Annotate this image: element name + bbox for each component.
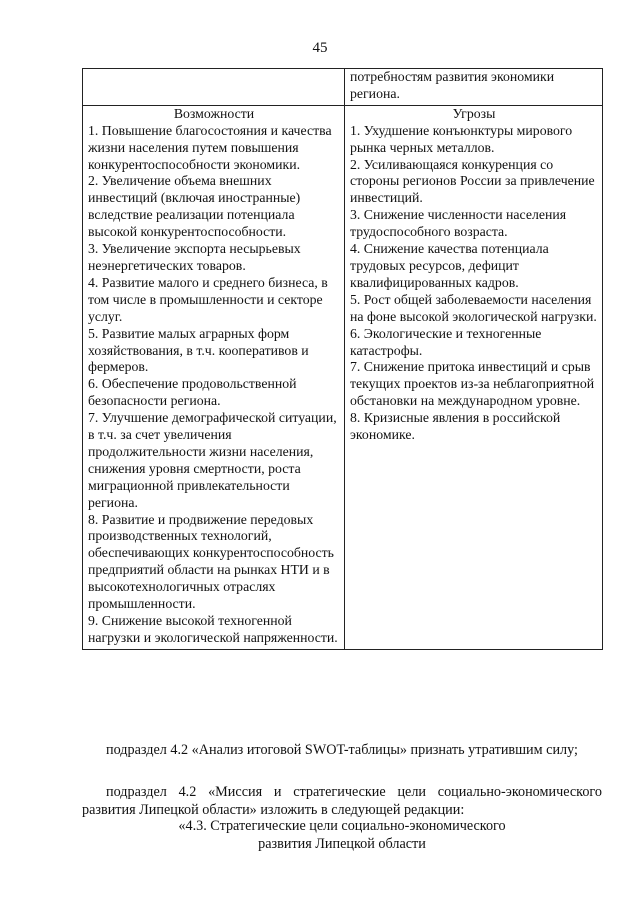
section-heading-line-1: «4.3. Стратегические цели социально-экономического: [178, 818, 506, 834]
table-row-continuation: [83, 69, 603, 106]
list-item: 2. Усиливающаяся конкуренция со стороны регионов России за привлечение инвестиций.: [350, 156, 595, 206]
list-item: 5. Развитие малых аграрных форм хозяйствования, в т.ч. кооперативов и фермеров.: [88, 325, 309, 375]
list-item: 6. Экологические и техногенные катастрофы.: [350, 325, 542, 358]
list-item: 7. Улучшение демографической ситуации, в т.ч. за счет увеличения продолжительности жизни населения, снижения уровня смертности, роста миграционной привлекательности региона.: [88, 410, 337, 510]
opportunities-header: Возможности: [173, 105, 255, 121]
empty-cell: [83, 69, 345, 106]
list-item: 8. Кризисные явления в российской экономике.: [350, 410, 561, 443]
list-item: 5. Рост общей заболеваемости населения на фоне высокой экологической нагрузки.: [350, 291, 597, 324]
paragraph-mission-amendment: подраздел 4.2 «Миссия и стратегические цели социально-экономического развития Липецкой области» изложить в следующей редакции:: [82, 784, 602, 818]
continuation-cell: потребностям развития экономики региона.: [345, 69, 603, 106]
list-item: 3. Снижение численности населения трудоспособного возраста.: [350, 207, 567, 240]
list-item: 2. Увеличение объема внешних инвестиций (включая иностранные) вследствие реализации потенциала высокой конкурентоспособности.: [88, 173, 301, 240]
list-item: 1. Ухудшение конъюнктуры мирового рынка черных металлов.: [350, 122, 573, 155]
list-item: 1. Повышение благосостояния и качества жизни населения путем повышения конкурентоспособности экономики.: [88, 122, 332, 172]
list-item: 8. Развитие и продвижение передовых производственных технологий, обеспечивающих конкурентоспособность предприятий области на рынках НТИ и в высокотехнологичных отраслях промышленности.: [88, 511, 334, 612]
opportunities-cell: [83, 105, 345, 649]
section-heading-line-2: развития Липецкой области: [258, 835, 426, 852]
list-item: 3. Увеличение экспорта несырьевых неэнергетических товаров.: [88, 241, 301, 273]
swot-table: [82, 68, 603, 650]
page-number: 45: [312, 40, 328, 56]
threats-header: Угрозы: [452, 105, 496, 121]
list-item: 4. Развитие малого и среднего бизнеса, в том числе в промышленности и секторе услуг.: [88, 274, 328, 324]
paragraph-swot-analysis-repeal: подраздел 4.2 «Анализ итоговой SWOT-таблицы» признать утратившим силу;: [106, 742, 578, 758]
list-item: 4. Снижение качества потенциала трудовых ресурсов, дефицит квалифицированных кадров.: [350, 241, 549, 290]
table-row-opportunities-threats: [83, 105, 603, 649]
list-item: 7. Снижение притока инвестиций и срыв текущих проектов из-за неблагоприятной обстановки на международном уровне.: [350, 359, 595, 409]
list-item: 9. Снижение высокой техногенной нагрузки и экологической напряженности.: [88, 613, 338, 645]
section-heading: [82, 818, 602, 853]
list-item: 6. Обеспечение продовольственной безопасности региона.: [88, 376, 297, 409]
threats-cell: [345, 105, 603, 649]
